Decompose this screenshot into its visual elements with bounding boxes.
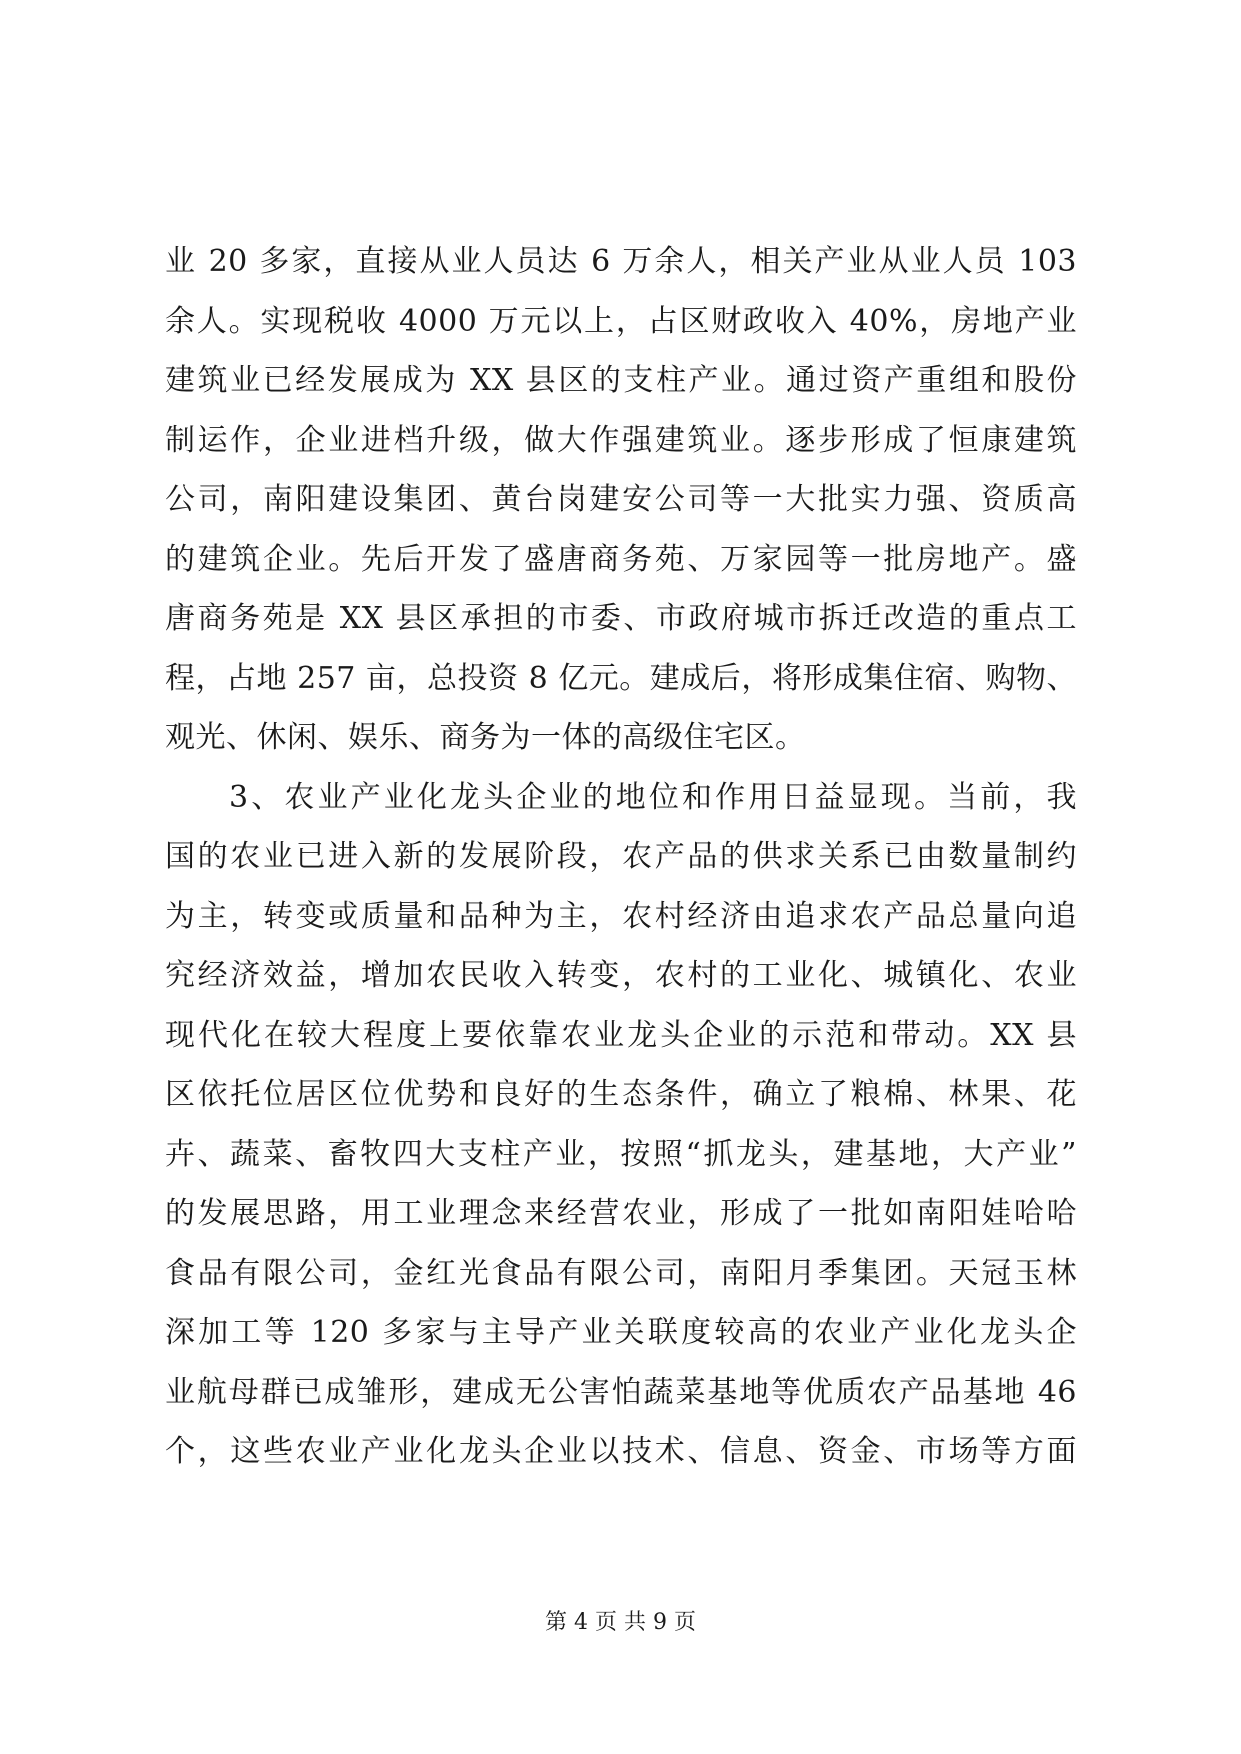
paragraph-construction-industry [165,232,1077,768]
text-line: 现代化在较大程度上要依靠农业龙头企业的示范和带动。XX 县 [165,1017,1077,1053]
text-line: 余人。实现税收 4000 万元以上，占区财政收入 40%，房地产业 [165,303,1077,339]
text-line: 食品有限公司，金红光食品有限公司，南阳月季集团。天冠玉林 [165,1255,1077,1291]
text-line: 制运作，企业进档升级，做大作强建筑业。逐步形成了恒康建筑 [165,422,1077,458]
text-line: 业航母群已成雏形，建成无公害怕蔬菜基地等优质农产品基地 46 [165,1374,1077,1410]
text-line: 区依托位居区位优势和良好的生态条件，确立了粮棉、林果、花 [165,1077,1077,1112]
text-line: 卉、蔬菜、畜牧四大支柱产业，按照“抓龙头，建基地，大产业” [165,1136,1077,1172]
text-line: 观光、休闲、娱乐、商务为一体的高级住宅区。 [165,720,806,755]
text-line: 建筑业已经发展成为 XX 县区的支柱产业。通过资产重组和股份 [165,363,1077,398]
text-line: 公司，南阳建设集团、黄台岗建安公司等一大批实力强、资质高 [165,482,1077,517]
text-line: 的建筑企业。先后开发了盛唐商务苑、万家园等一批房地产。盛 [165,541,1077,577]
text-line: 3、农业产业化龙头企业的地位和作用日益显现。当前，我 [229,779,1077,815]
text-line: 程，占地 257 亩，总投资 8 亿元。建成后，将形成集住宿、购物、 [165,660,1077,696]
text-line: 的发展思路，用工业理念来经营农业，形成了一批如南阳娃哈哈 [165,1196,1077,1231]
text-line: 究经济效益，增加农民收入转变，农村的工业化、城镇化、农业 [165,958,1077,993]
text-line: 国的农业已进入新的发展阶段，农产品的供求关系已由数量制约 [165,839,1077,874]
document-body [165,232,1077,1482]
paragraph-agriculture-industry [165,768,1077,1482]
text-line: 为主，转变或质量和品种为主，农村经济由追求农产品总量向追 [165,898,1077,934]
text-line: 个，这些农业产业化龙头企业以技术、信息、资金、市场等方面 [165,1434,1077,1469]
page-footer [0,1608,1241,1638]
text-line: 业 20 多家，直接从业人员达 6 万余人，相关产业从业人员 103 [165,244,1077,279]
text-line: 深加工等 120 多家与主导产业关联度较高的农业产业化龙头企 [165,1315,1077,1350]
page-number-indicator: 第 4 页 共 9 页 [545,1610,696,1635]
text-line: 唐商务苑是 XX 县区承担的市委、市政府城市拆迁改造的重点工 [165,601,1077,636]
